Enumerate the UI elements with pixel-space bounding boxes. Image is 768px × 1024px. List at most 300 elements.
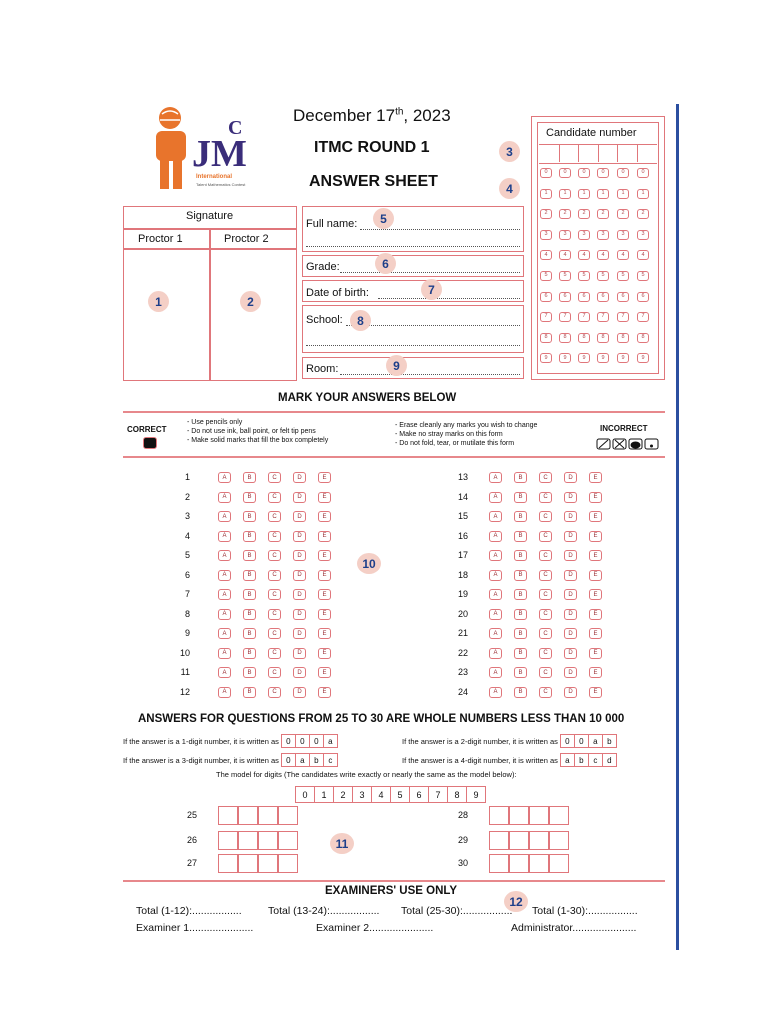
answer-bubble[interactable]: B — [514, 511, 527, 522]
answer-bubble[interactable]: E — [318, 609, 331, 620]
candidate-digit-bubble[interactable]: 6 — [617, 292, 629, 302]
candidate-digit-bubble[interactable]: 8 — [617, 333, 629, 343]
answer-bubble[interactable]: C — [539, 511, 552, 522]
answer-bubble[interactable]: D — [293, 628, 306, 639]
candidate-digit-bubble[interactable]: 6 — [637, 292, 649, 302]
example-digit-box: a — [588, 734, 603, 748]
answer-bubble[interactable]: E — [318, 628, 331, 639]
candidate-digit-bubble[interactable]: 9 — [540, 353, 552, 363]
answer-bubble[interactable]: C — [268, 589, 281, 600]
answer-bubble[interactable]: D — [564, 550, 577, 561]
answer-bubble[interactable]: D — [293, 550, 306, 561]
model-digit-box: 4 — [371, 786, 391, 803]
question-number: 29 — [457, 835, 468, 845]
answer-bubble[interactable]: A — [218, 472, 231, 483]
candidate-digit-bubble[interactable]: 2 — [637, 209, 649, 219]
question-number: 17 — [457, 550, 468, 560]
answer-bubble[interactable]: C — [539, 531, 552, 542]
answer-bubble[interactable]: C — [268, 628, 281, 639]
answer-bubble[interactable]: A — [218, 511, 231, 522]
candidate-digit-bubble[interactable]: 5 — [578, 271, 590, 281]
instruction-line: - Do not use ink, ball point, or felt tip pens — [187, 428, 316, 435]
candidate-digit-bubble[interactable]: 4 — [559, 250, 571, 260]
answer-bubble[interactable]: C — [539, 628, 552, 639]
answer-bubble[interactable]: D — [564, 687, 577, 698]
answer-bubble[interactable]: D — [293, 472, 306, 483]
candidate-digit-bubble[interactable]: 7 — [617, 312, 629, 322]
candidate-digit-bubble[interactable]: 0 — [540, 168, 552, 178]
digit-model-boxes — [296, 786, 486, 803]
digit-answer-cell[interactable] — [509, 831, 529, 850]
answer-bubble[interactable]: E — [318, 492, 331, 503]
digit-answer-cell[interactable] — [218, 806, 238, 825]
answer-bubble[interactable]: B — [243, 687, 256, 698]
candidate-digit-bubble[interactable]: 0 — [637, 168, 649, 178]
candidate-digit-bubble[interactable]: 6 — [540, 292, 552, 302]
room-label: Room: — [306, 363, 339, 375]
answer-bubble[interactable]: B — [243, 648, 256, 659]
example-digit-box: 0 — [574, 734, 589, 748]
answer-bubble[interactable]: A — [489, 531, 502, 542]
answer-bubble[interactable]: B — [514, 550, 527, 561]
answer-bubble[interactable]: D — [564, 667, 577, 678]
answer-bubble[interactable]: E — [318, 687, 331, 698]
answer-bubble[interactable]: E — [318, 472, 331, 483]
model-digit-box: 5 — [390, 786, 410, 803]
candidate-digit-bubble[interactable]: 1 — [578, 189, 590, 199]
candidate-digit-bubble[interactable]: 0 — [578, 168, 590, 178]
question-number: 4 — [184, 530, 190, 541]
answer-bubble[interactable]: C — [539, 667, 552, 678]
candidate-digit-bubble[interactable]: 4 — [597, 250, 609, 260]
candidate-digit-bubble[interactable]: 7 — [578, 312, 590, 322]
answer-bubble[interactable]: A — [489, 589, 502, 600]
question-number: 30 — [457, 858, 468, 868]
candidate-digit-bubble[interactable]: 8 — [578, 333, 590, 343]
answer-bubble[interactable]: D — [564, 648, 577, 659]
question-number: 27 — [186, 858, 197, 868]
answer-bubble[interactable]: B — [514, 570, 527, 581]
answer-bubble[interactable]: E — [589, 687, 602, 698]
correct-label: CORRECT — [127, 425, 167, 434]
rule-text: If the answer is a 2-digit number, it is written as — [402, 736, 558, 746]
digit-answer-cell[interactable] — [509, 806, 529, 825]
answer-bubble[interactable]: A — [218, 492, 231, 503]
answer-bubble[interactable]: D — [564, 511, 577, 522]
grade-label: Grade: — [306, 261, 340, 273]
answer-bubble[interactable]: B — [243, 472, 256, 483]
candidate-digit-bubble[interactable]: 5 — [559, 271, 571, 281]
digit-answer-cell[interactable] — [238, 831, 258, 850]
example-digit-box: b — [602, 734, 617, 748]
answer-bubble[interactable]: E — [589, 628, 602, 639]
answer-bubble[interactable]: D — [293, 589, 306, 600]
candidate-digit-bubble[interactable]: 5 — [597, 271, 609, 281]
answer-bubble[interactable]: D — [564, 472, 577, 483]
badge-1: 1 — [148, 291, 169, 312]
signature-title: Signature — [186, 210, 234, 222]
rule-2-digit — [402, 734, 617, 748]
candidate-digit-bubble[interactable]: 5 — [617, 271, 629, 281]
svg-text:C: C — [228, 117, 243, 139]
answer-bubble[interactable]: A — [218, 550, 231, 561]
answer-bubble[interactable]: D — [293, 648, 306, 659]
candidate-digit-bubble[interactable]: 0 — [617, 168, 629, 178]
answer-bubble[interactable]: A — [218, 609, 231, 620]
answer-bubble[interactable]: C — [268, 609, 281, 620]
candidate-digit-bubble[interactable]: 6 — [578, 292, 590, 302]
incorrect-label: INCORRECT — [600, 424, 648, 433]
digit-answer-cell[interactable] — [489, 854, 509, 873]
answer-bubble[interactable]: A — [218, 687, 231, 698]
digit-answer-cell[interactable] — [238, 854, 258, 873]
answer-bubble[interactable]: E — [589, 531, 602, 542]
proctor1-label: Proctor 1 — [138, 233, 183, 245]
answer-bubble[interactable]: E — [589, 492, 602, 503]
model-digit-box: 9 — [466, 786, 486, 803]
instruction-line: - Use pencils only — [187, 419, 243, 426]
answer-bubble[interactable]: C — [268, 550, 281, 561]
candidate-digit-bubble[interactable]: 7 — [597, 312, 609, 322]
instructions-bottom-line — [123, 456, 665, 458]
candidate-digit-bubble[interactable]: 2 — [578, 209, 590, 219]
candidate-digit-bubble[interactable]: 9 — [559, 353, 571, 363]
candidate-digit-bubble[interactable]: 9 — [617, 353, 629, 363]
candidate-digit-bubble[interactable]: 7 — [540, 312, 552, 322]
logo-text: International — [196, 174, 233, 180]
answer-bubble[interactable]: E — [318, 511, 331, 522]
answer-bubble[interactable]: B — [243, 531, 256, 542]
answer-bubble[interactable]: A — [489, 628, 502, 639]
candidate-digit-bubble[interactable]: 3 — [637, 230, 649, 240]
answer-bubble[interactable]: D — [293, 687, 306, 698]
answer-bubble[interactable]: C — [539, 687, 552, 698]
badge-3: 3 — [499, 141, 520, 162]
answer-bubble[interactable]: E — [318, 531, 331, 542]
question-number: 13 — [457, 472, 468, 482]
answer-bubble[interactable]: E — [589, 550, 602, 561]
badge-5: 5 — [373, 208, 394, 229]
answer-bubble[interactable]: A — [489, 492, 502, 503]
proctor1-signature-area[interactable] — [124, 250, 208, 380]
question-number: 23 — [457, 667, 468, 677]
answer-bubble[interactable]: A — [218, 531, 231, 542]
answer-bubble[interactable]: D — [293, 570, 306, 581]
full-name-line — [360, 229, 520, 230]
question-number: 5 — [184, 550, 190, 560]
school-label: School: — [306, 314, 343, 326]
answer-bubble[interactable]: A — [218, 570, 231, 581]
candidate-digit-bubble[interactable]: 4 — [540, 250, 552, 260]
answer-bubble[interactable]: A — [489, 550, 502, 561]
answer-bubble[interactable]: A — [489, 570, 502, 581]
answer-bubble[interactable]: C — [539, 550, 552, 561]
answer-bubble[interactable]: B — [514, 648, 527, 659]
example-digit-box: a — [323, 734, 338, 748]
answer-bubble[interactable]: A — [489, 609, 502, 620]
candidate-digit-bubble[interactable]: 3 — [617, 230, 629, 240]
mark-answers-title: MARK YOUR ANSWERS BELOW — [278, 392, 457, 404]
answer-bubble[interactable]: C — [539, 648, 552, 659]
digit-answer-cell[interactable] — [278, 806, 298, 825]
candidate-digit-bubble[interactable]: 0 — [559, 168, 571, 178]
question-number: 7 — [184, 589, 190, 599]
candidate-digit-bubble[interactable]: 4 — [637, 250, 649, 260]
digit-answer-cell[interactable] — [549, 831, 569, 850]
answer-bubble[interactable]: E — [318, 648, 331, 659]
digit-answer-cell[interactable] — [218, 831, 238, 850]
total-1-30: Total (1-30):................. — [532, 905, 638, 917]
example-digit-box: a — [560, 753, 575, 767]
candidate-digit-bubble[interactable]: 2 — [617, 209, 629, 219]
candidate-digit-bubble[interactable]: 8 — [597, 333, 609, 343]
logo-subtext: Talent Mathematics Contest — [196, 182, 246, 187]
answer-bubble[interactable]: D — [293, 511, 306, 522]
candidate-cell-divider — [617, 144, 618, 162]
answer-bubble[interactable]: E — [589, 472, 602, 483]
badge-8: 8 — [350, 310, 371, 331]
candidate-number-title: Candidate number — [546, 127, 637, 139]
answer-bubble[interactable]: B — [514, 609, 527, 620]
candidate-cell-divider — [637, 144, 638, 162]
answer-bubble[interactable]: C — [539, 472, 552, 483]
room-line — [340, 374, 520, 375]
model-digit-box: 2 — [333, 786, 353, 803]
answer-bubble[interactable]: D — [564, 492, 577, 503]
model-digit-box: 3 — [352, 786, 372, 803]
badge-11: 11 — [330, 833, 354, 854]
candidate-digit-bubble[interactable]: 9 — [578, 353, 590, 363]
answer-bubble[interactable]: A — [489, 667, 502, 678]
candidate-digit-bubble[interactable]: 1 — [540, 189, 552, 199]
full-name-label: Full name: — [306, 218, 358, 230]
answer-bubble[interactable]: B — [514, 531, 527, 542]
answer-bubble[interactable]: E — [318, 570, 331, 581]
digit-answer-cell[interactable] — [278, 831, 298, 850]
full-name-line-2 — [306, 246, 520, 247]
candidate-digit-bubble[interactable]: 8 — [559, 333, 571, 343]
question-number: 25 — [186, 810, 197, 820]
example-boxes — [282, 753, 338, 767]
answer-bubble[interactable]: B — [243, 609, 256, 620]
candidate-digit-bubble[interactable]: 7 — [637, 312, 649, 322]
digit-model-text: The model for digits (The candidates write exactly or nearly the same as the model below): — [216, 770, 517, 779]
school-line-2 — [306, 345, 520, 346]
answer-bubble[interactable]: D — [564, 609, 577, 620]
answer-bubble[interactable]: E — [589, 589, 602, 600]
candidate-digit-bubble[interactable]: 8 — [637, 333, 649, 343]
rule-1-digit — [123, 734, 338, 748]
answer-bubble[interactable]: E — [589, 667, 602, 678]
answer-bubble[interactable]: A — [218, 628, 231, 639]
digit-answer-cell[interactable] — [258, 806, 278, 825]
candidate-digit-bubble[interactable]: 7 — [559, 312, 571, 322]
example-digit-box: b — [309, 753, 324, 767]
candidate-cell-divider — [559, 144, 560, 162]
digit-answer-cell[interactable] — [278, 854, 298, 873]
candidate-digit-bubble[interactable]: 6 — [597, 292, 609, 302]
digit-answer-cell[interactable] — [509, 854, 529, 873]
answer-bubble[interactable]: A — [489, 511, 502, 522]
answer-bubble[interactable]: B — [514, 492, 527, 503]
candidate-digit-bubble[interactable]: 1 — [559, 189, 571, 199]
answer-bubble[interactable]: C — [268, 570, 281, 581]
answer-bubble[interactable]: A — [489, 472, 502, 483]
answer-bubble[interactable]: D — [564, 589, 577, 600]
example-boxes — [561, 734, 617, 748]
candidate-digit-bubble[interactable]: 8 — [540, 333, 552, 343]
answer-bubble[interactable]: C — [268, 648, 281, 659]
candidate-digit-bubble[interactable]: 4 — [578, 250, 590, 260]
answer-bubble[interactable]: B — [243, 570, 256, 581]
rule-3-digit — [123, 753, 338, 767]
answer-bubble[interactable]: B — [243, 492, 256, 503]
question-number: 22 — [457, 647, 468, 658]
candidate-digit-bubble[interactable]: 9 — [637, 353, 649, 363]
candidate-digit-bubble[interactable]: 3 — [540, 230, 552, 240]
examiner-2: Examiner 2...................... — [316, 922, 434, 934]
model-digit-box: 7 — [428, 786, 448, 803]
answer-bubble[interactable]: C — [268, 511, 281, 522]
answer-bubble[interactable]: C — [268, 492, 281, 503]
badge-9: 9 — [386, 355, 407, 376]
answer-bubble[interactable]: D — [293, 609, 306, 620]
answer-bubble[interactable]: C — [268, 472, 281, 483]
digit-answer-cell[interactable] — [549, 806, 569, 825]
answer-bubble[interactable]: B — [243, 511, 256, 522]
example-boxes — [282, 734, 338, 748]
answer-bubble[interactable]: E — [589, 570, 602, 581]
answer-bubble[interactable]: C — [539, 589, 552, 600]
answer-bubble[interactable]: E — [589, 609, 602, 620]
candidate-digit-bubble[interactable]: 3 — [597, 230, 609, 240]
answer-bubble[interactable]: C — [268, 687, 281, 698]
question-number: 16 — [457, 530, 468, 541]
answer-bubble[interactable]: B — [514, 628, 527, 639]
badge-10: 10 — [357, 553, 381, 574]
rule-text: If the answer is a 1-digit number, it is written as — [123, 736, 279, 746]
example-digit-box: b — [574, 753, 589, 767]
answer-bubble[interactable]: E — [589, 511, 602, 522]
answer-bubble[interactable]: C — [268, 667, 281, 678]
answer-bubble[interactable]: B — [514, 687, 527, 698]
total-1-12: Total (1-12):................. — [136, 905, 242, 917]
answer-bubble[interactable]: D — [564, 531, 577, 542]
candidate-digit-bubble[interactable]: 2 — [597, 209, 609, 219]
answer-bubble[interactable]: B — [514, 589, 527, 600]
question-number: 1 — [184, 472, 190, 482]
digit-answer-cell[interactable] — [529, 854, 549, 873]
question-number: 21 — [457, 628, 468, 638]
candidate-digit-bubble[interactable]: 4 — [617, 250, 629, 260]
candidate-digit-bubble[interactable]: 5 — [637, 271, 649, 281]
candidate-digit-bubble[interactable]: 1 — [637, 189, 649, 199]
answer-bubble[interactable]: D — [564, 628, 577, 639]
candidate-digit-bubble[interactable]: 0 — [597, 168, 609, 178]
question-number: 10 — [179, 647, 190, 658]
candidate-digit-bubble[interactable]: 6 — [559, 292, 571, 302]
digit-answer-cell[interactable] — [258, 854, 278, 873]
answer-bubble[interactable]: D — [293, 492, 306, 503]
answer-bubble[interactable]: D — [293, 531, 306, 542]
instruction-line: - Do not fold, tear, or mutilate this form — [395, 440, 515, 447]
answer-bubble[interactable]: A — [218, 648, 231, 659]
answer-bubble[interactable]: A — [489, 648, 502, 659]
question-number: 24 — [457, 686, 468, 697]
model-digit-box: 6 — [409, 786, 429, 803]
instruction-line: - Make solid marks that fill the box completely — [187, 437, 329, 444]
candidate-digit-bubble[interactable]: 3 — [559, 230, 571, 240]
badge-6: 6 — [375, 253, 396, 274]
digit-answer-cell[interactable] — [218, 854, 238, 873]
example-digit-box: 0 — [295, 734, 310, 748]
question-number: 9 — [184, 628, 190, 638]
answer-bubble[interactable]: B — [243, 550, 256, 561]
answer-bubble[interactable]: E — [589, 648, 602, 659]
numeric-section-title: ANSWERS FOR QUESTIONS FROM 25 TO 30 ARE WHOLE NUMBERS LESS THAN 10 000 — [138, 713, 625, 725]
incorrect-examples-icon — [596, 437, 660, 455]
digit-answer-cell[interactable] — [258, 831, 278, 850]
answer-bubble[interactable]: A — [489, 687, 502, 698]
date-title: December 17th, 2023 — [293, 106, 451, 125]
answer-bubble[interactable]: C — [539, 492, 552, 503]
candidate-digit-bubble[interactable]: 1 — [597, 189, 609, 199]
answer-bubble[interactable]: D — [293, 667, 306, 678]
answer-bubble[interactable]: A — [218, 589, 231, 600]
total-25-30: Total (25-30):................. — [401, 905, 513, 917]
answer-bubble[interactable]: C — [539, 570, 552, 581]
answer-bubble[interactable]: C — [268, 531, 281, 542]
answer-bubble[interactable]: B — [243, 628, 256, 639]
candidate-digit-bubble[interactable]: 2 — [559, 209, 571, 219]
answer-bubble[interactable]: E — [318, 550, 331, 561]
rule-4-digit — [402, 753, 617, 767]
candidate-cell-divider — [598, 144, 599, 162]
digit-answer-cell[interactable] — [529, 831, 549, 850]
instructions-top-line — [123, 411, 665, 413]
answer-bubble[interactable]: E — [318, 589, 331, 600]
answer-bubble[interactable]: D — [564, 570, 577, 581]
candidate-digit-bubble[interactable]: 3 — [578, 230, 590, 240]
digit-answer-cell[interactable] — [489, 806, 509, 825]
example-digit-box: 0 — [309, 734, 324, 748]
rule-text: If the answer is a 3-digit number, it is written as — [123, 755, 279, 765]
answer-bubble[interactable]: B — [243, 667, 256, 678]
candidate-digit-bubble[interactable]: 1 — [617, 189, 629, 199]
digit-answer-cell[interactable] — [489, 831, 509, 850]
badge-2: 2 — [240, 291, 261, 312]
candidate-digit-bubble[interactable]: 9 — [597, 353, 609, 363]
candidate-digit-bubble[interactable]: 2 — [540, 209, 552, 219]
correct-example-icon — [143, 437, 157, 449]
question-number: 2 — [184, 491, 190, 502]
answer-bubble[interactable]: A — [218, 667, 231, 678]
instructions-left — [187, 418, 328, 445]
answer-bubble[interactable]: B — [514, 667, 527, 678]
digit-answer-cell[interactable] — [549, 854, 569, 873]
answer-bubble[interactable]: B — [514, 472, 527, 483]
candidate-digit-bubble[interactable]: 5 — [540, 271, 552, 281]
instruction-line: - Make no stray marks on this form — [395, 431, 503, 438]
answer-bubble[interactable]: C — [539, 609, 552, 620]
digit-answer-cell[interactable] — [238, 806, 258, 825]
answer-bubble[interactable]: B — [243, 589, 256, 600]
examiner-1: Examiner 1...................... — [136, 922, 254, 934]
proctor2-signature-area[interactable] — [211, 250, 296, 380]
digit-answer-cell[interactable] — [529, 806, 549, 825]
example-digit-box: 0 — [281, 734, 296, 748]
answer-bubble[interactable]: E — [318, 667, 331, 678]
